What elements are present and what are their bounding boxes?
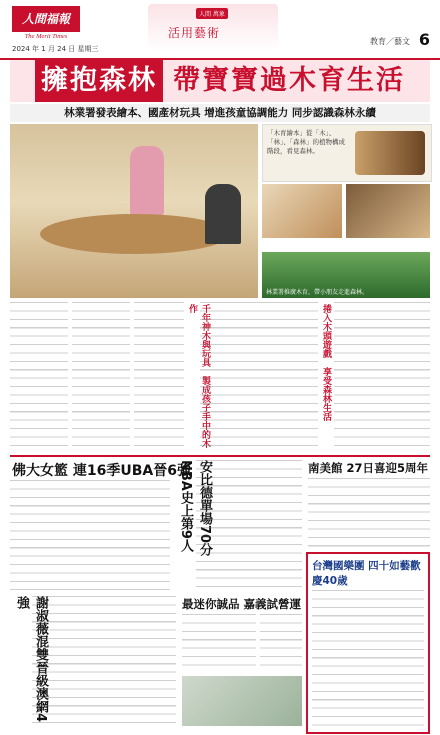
newspaper-logo-en: The Merit Times — [24, 33, 68, 40]
eslite-photo — [182, 676, 302, 726]
inner-headline-vertical-2: 捲入木頭遊戲 享受森林生活 — [321, 304, 331, 421]
photo-wooden-toy — [355, 131, 425, 175]
column-tag: 人間 萬象 — [196, 8, 228, 19]
main-photo-kids-playing — [10, 124, 258, 298]
headline-part2: 帶寶寶過木育生活 — [173, 65, 405, 96]
nba-headline-vertical: 安比德單場70分 NBA史上第9人 — [178, 460, 212, 557]
tennis-headline-vertical: 謝淑薇混雙晉級澳網4強 — [14, 596, 48, 723]
photo-caption-book: 「木育繪本」從「木」、「林」、「森林」的植物構成階段，看見森林。 — [267, 129, 345, 155]
basketball-body — [10, 480, 170, 590]
inner-headline-vertical: 千年神木與玩具 製成孩子手中的木作 — [187, 304, 210, 448]
sub-headline: 林業署發表繪本、國產材玩具 增進孩童協調能力 同步認識森林永續 — [10, 104, 430, 122]
nba-body — [196, 460, 302, 590]
masthead — [0, 0, 440, 60]
eslite-headline: 最迷你誠品 嘉義試營運 — [182, 597, 302, 611]
article-column-5 — [334, 302, 430, 452]
photo-figure — [130, 146, 164, 216]
eslite-body-2 — [260, 614, 302, 672]
headline-part1: 擁抱森林 — [35, 60, 163, 102]
music-headline: 台灣國樂團 四十如藝歡慶40歲 — [312, 560, 421, 587]
article-column-3 — [134, 302, 184, 452]
eslite-body — [182, 614, 256, 672]
newspaper-logo[interactable]: 人間福報 — [12, 6, 80, 32]
article-column-1 — [10, 302, 68, 452]
issue-date: 2024 年 1 月 24 日 星期三 — [12, 45, 99, 53]
main-headline — [10, 60, 430, 102]
photo-caption-forest: 林業署推廣木育，帶小朋友走進森林。 — [266, 289, 369, 296]
photo-child — [205, 184, 241, 244]
photo-forest — [262, 252, 430, 298]
photo-wooden-toy-1 — [262, 184, 342, 238]
photo-wooden-toy-2 — [346, 184, 430, 238]
tennis-body — [32, 596, 176, 730]
photo-wooden-table — [40, 214, 230, 254]
music-body — [312, 590, 424, 726]
section-label: 教育／藝文 — [370, 37, 410, 46]
column-banner — [148, 4, 278, 52]
column-title: 活用藝術 — [168, 26, 221, 40]
article-column-4 — [200, 302, 318, 452]
museum-body — [308, 478, 430, 548]
photo-picture-book — [262, 124, 432, 182]
section-divider — [10, 455, 430, 457]
main-headline-band — [10, 60, 430, 102]
page-number: 6 — [418, 30, 430, 49]
museum-headline: 南美館 27日喜迎5周年 — [308, 461, 429, 475]
basketball-headline: 佛大女籃 連16季UBA晉6強 — [12, 463, 191, 479]
article-column-2 — [72, 302, 130, 452]
